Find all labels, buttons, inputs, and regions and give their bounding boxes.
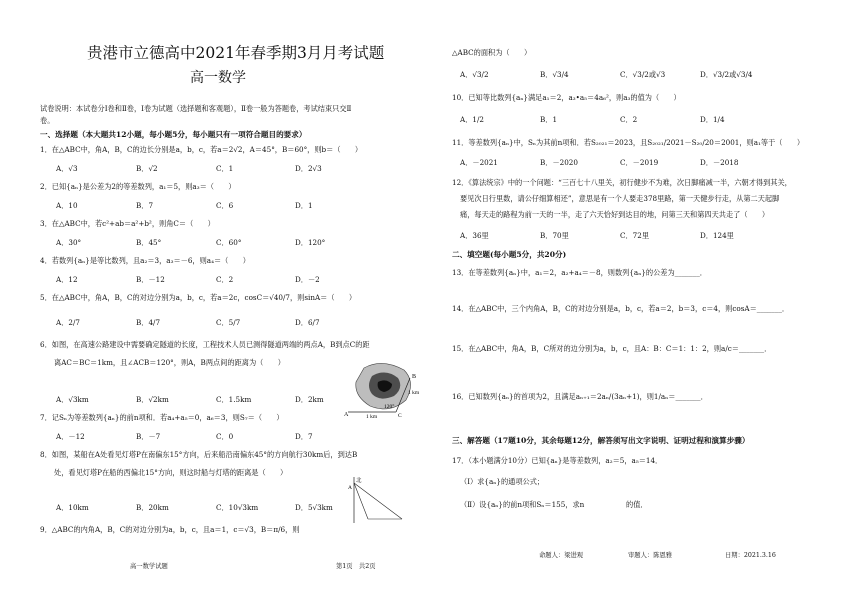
q7-option-d: D．7 [295, 432, 313, 441]
exam-title: 贵港市立德高中2021年春季期3月月考试题 [87, 44, 385, 62]
q6-fig-label-1km-bottom: 1 km [366, 414, 378, 418]
q9-option-b: B．√3/4 [540, 70, 569, 79]
question-6-line1: 6．如图，在高速公路建设中需要确定隧道的长度，工程技术人员已测得隧道两端的两点A，B到点C的距 [40, 340, 370, 349]
q12-option-b: B．70里 [540, 231, 569, 240]
q10-option-a: A．1/2 [460, 115, 484, 124]
q11-option-b: B．－2020 [540, 158, 578, 167]
q6-option-c: C．1.5km [216, 395, 252, 404]
footer-author: 命题人：梁进观 [539, 552, 584, 559]
q8-lighthouse-figure [348, 475, 410, 527]
question-2: 2．已知{aₙ}是公差为2的等差数列，a₁＝5，则a₃＝（ ） [40, 182, 236, 191]
exam-note-line1: 试卷说明：本试卷分Ⅰ卷和Ⅱ卷，Ⅰ卷为试题（选择题和客观题），Ⅱ卷一般为答题卷，考试结束只交Ⅱ [40, 104, 352, 113]
q2-option-a: A．10 [56, 201, 78, 210]
q7-option-b: B．－7 [136, 432, 161, 441]
question-7: 7．记Sₙ为等差数列{aₙ}的前n项和．若a₄+a₅＝0，a₆＝3，则S₇＝（ ） [40, 413, 284, 422]
q4-option-d: D．－2 [295, 275, 320, 284]
question-11: 11．等差数列{aₙ}中，Sₙ为其前n项和．若S₂₀₂₁＝2023，且S₂₀₂₁/2021－S₂₀/20＝2001，则a₁等于（ ） [452, 138, 805, 147]
question-17-part2-tail: 的值． [626, 500, 648, 509]
q5-option-a: A．2/7 [56, 318, 80, 327]
q9-option-d: D．√3/2或√3/4 [700, 70, 753, 79]
q2-option-b: B．7 [136, 201, 154, 210]
question-9-line2: △ABC的面积为（ ） [452, 48, 532, 57]
question-17: 17．（本小题满分10分）已知{aₙ}是等差数列，a₂＝5，a₅＝14． [452, 456, 663, 465]
q9-option-c: C．√3/2或√3 [620, 70, 666, 79]
q12-option-a: A．36里 [460, 231, 489, 240]
q1-option-a: A．√3 [56, 164, 78, 173]
q1-option-c: C．1 [216, 164, 234, 173]
q8-option-c: C．10√3km [216, 503, 259, 512]
question-5: 5．在△ABC中，角A，B，C的对边分别为a，b，c，若a＝2c，cosC＝√40/7，则sinA＝（ ） [40, 293, 357, 302]
q2-option-c: C．6 [216, 201, 234, 210]
question-1: 1．在△ABC中，角A，B，C的边长分别是a，b，c，若a＝2√2，A＝45°，B＝60°，则b＝（ ） [40, 145, 363, 154]
question-12-line1: 12．《算法统宗》中的一个问题：“三百七十八里关，初行健步不为难，次日脚痛减一半，六朝才得到其关， [452, 178, 792, 187]
q3-option-c: C．60° [216, 238, 242, 247]
question-3: 3．在△ABC中，若c²+ab＝a²+b²，则角C＝（ ） [40, 219, 215, 228]
question-12-line2: 要见次日行里数，请公仔细算相还”，意思是有一个人要走378里路，第一天健步行走，从第二天起脚 [460, 194, 780, 203]
question-14: 14．在△ABC中，三个内角A，B，C的对边分别是a，b，c，若a＝2，b＝3，c＝4，则cosA＝_______． [452, 304, 790, 313]
q6-fig-label-1km-right: 1 km [408, 390, 420, 396]
q11-option-d: D．－2018 [700, 158, 739, 167]
q6-option-b: B．√2km [136, 395, 169, 404]
q10-option-c: C．2 [620, 115, 638, 124]
question-8-line1: 8．如图，某船在A处看见灯塔P在南偏东15°方向，后来船沿南偏东45°的方向航行30km后，到达B [40, 450, 358, 459]
question-17-part2: （Ⅱ）设{aₙ}的前n项和Sₙ＝155，求n [460, 500, 585, 509]
q2-option-d: D．1 [295, 201, 313, 210]
footer-reviewer: 审题人：陈恩雅 [628, 552, 673, 559]
question-9: 9．△ABC的内角A，B，C的对边分别为a，b，c，且a＝1，c＝√3，B＝π/6，则 [40, 525, 300, 534]
section-1-heading: 一、选择题（本大题共12小题，每小题5分，每小题只有一项符合题目的要求） [40, 130, 307, 139]
question-17-part1: （Ⅰ）求{aₙ}的通项公式； [460, 477, 545, 486]
q5-option-b: B．4/7 [136, 318, 161, 327]
question-4: 4．若数列{aₙ}是等比数列，且a₂＝3，a₃＝－6，则a₄＝（ ） [40, 256, 250, 265]
q6-fig-label-angle: 120° [384, 404, 395, 410]
q8-option-d: D．5√3km [295, 503, 333, 512]
q3-option-a: A．30° [56, 238, 82, 247]
exam-note-line2: 卷。 [40, 116, 55, 125]
q12-option-d: D．124里 [700, 231, 734, 240]
q8-fig-label-north: 北 [356, 478, 362, 484]
question-10: 10．已知等比数列{aₙ}满足a₁＝2，a₃•a₅＝4a₆²，则a₃的值为（ ） [452, 93, 681, 102]
question-15: 15．在△ABC中，角A，B，C所对的边分别为a，b，c，且A：B：C＝1：1：2，则a/c＝_______． [452, 344, 772, 353]
q9-option-a: A．√3/2 [460, 70, 489, 79]
q6-option-a: A．√3km [56, 395, 89, 404]
q7-option-c: C．0 [216, 432, 234, 441]
q6-fig-label-a: A [344, 412, 349, 418]
q12-option-c: C．72里 [620, 231, 650, 240]
exam-subject: 高一数学 [190, 70, 246, 86]
q11-option-c: C．－2019 [620, 158, 659, 167]
q8-option-b: B．20km [136, 503, 169, 512]
q11-option-a: A．－2021 [460, 158, 498, 167]
q4-option-c: C．2 [216, 275, 234, 284]
q5-option-d: D．6/7 [295, 318, 320, 327]
q10-option-d: D．1/4 [700, 115, 725, 124]
question-12-line3: 痛，每天走的路程为前一天的一半，走了六天恰好到达目的地，问第三天和第四天共走了（ ） [460, 210, 770, 219]
q8-fig-label-a: A [348, 485, 352, 491]
q7-option-a: A．－12 [56, 432, 85, 441]
q6-tunnel-figure [342, 360, 428, 418]
question-6-line2: 离AC＝BC＝1km，且∠ACB＝120°，则A，B两点间的距离为（ ） [54, 358, 285, 367]
footer-left-title: 高一数学试题 [130, 563, 168, 570]
q3-option-d: D．120° [295, 238, 326, 247]
footer-date: 日期：2021.3.16 [725, 552, 776, 559]
q4-option-a: A．12 [56, 275, 78, 284]
section-2-heading: 二、填空题(每小题5分，共20分) [452, 250, 567, 259]
q5-option-c: C．5/7 [216, 318, 241, 327]
q6-option-d: D．2km [295, 395, 324, 404]
q4-option-b: B．－12 [136, 275, 165, 284]
q8-option-a: A．10km [56, 503, 89, 512]
section-3-heading: 三、解答题（17题10分，其余每题12分，解答须写出文字说明、证明过程和演算步骤） [452, 436, 750, 445]
q6-fig-label-c: C [398, 413, 402, 418]
footer-page-number: 第1页 共2页 [336, 563, 376, 570]
q3-option-b: B．45° [136, 238, 162, 247]
q1-option-b: B．√2 [136, 164, 158, 173]
q10-option-b: B．1 [540, 115, 558, 124]
q6-fig-label-b: B [412, 374, 417, 380]
q1-option-d: D．2√3 [295, 164, 322, 173]
question-16: 16．已知数列{aₙ}的首项为2，且满足aₙ₊₁＝2aₙ/(3aₙ+1)，则1/aₙ＝_______． [452, 392, 708, 401]
question-8-line2: 处，看见灯塔P在船的西偏北15°方向，则这时船与灯塔的距离是（ ） [54, 468, 288, 477]
question-13: 13．在等差数列{aₙ}中，a₁＝2，a₂+a₄＝－8，则数列{aₙ}的公差为_______． [452, 268, 707, 277]
